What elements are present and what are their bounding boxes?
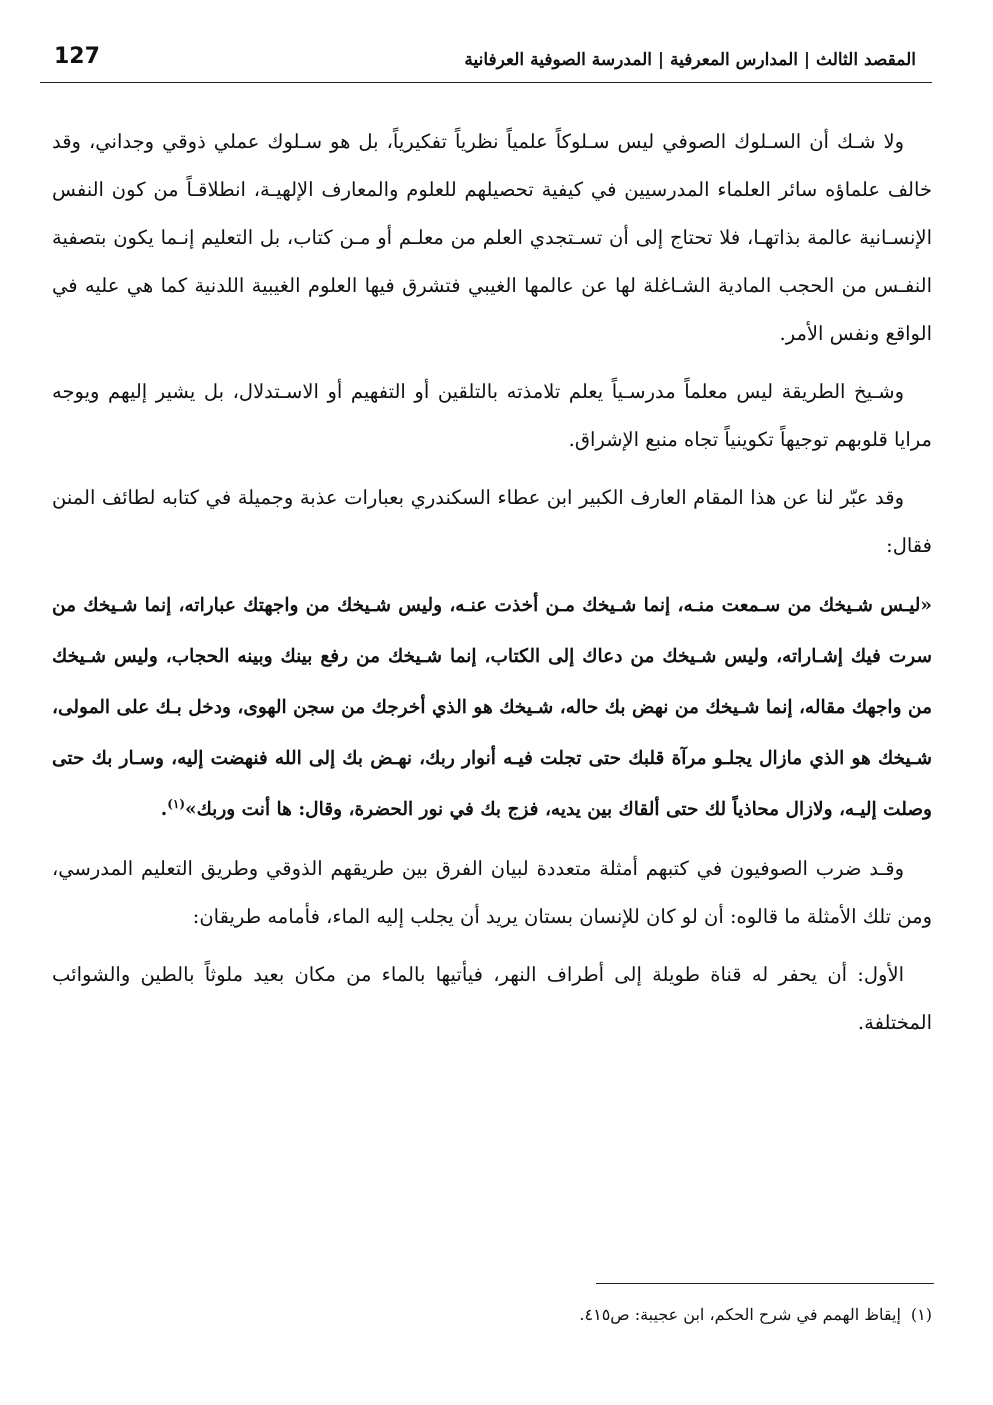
paragraph: وقد عبّر لنا عن هذا المقام العارف الكبير ابن عطاء السكندري بعبارات عذبة وجميلة في كتابه لطائف المنن فقال:	[52, 486, 932, 557]
footnote	[420, 1300, 932, 1330]
quotation-text: «ليـس شـيخك من سـمعت منـه، إنما شـيخك مـن أخذت عنـه، وليس شـيخك من واجهتك عباراته، إنما شـيخك من سرت فيك إشـاراته، وليس شـيخك من دعاك إلى الكتاب، إنما شـيخك من رفع بينك وبينه الحجاب، وليس شـيخك من واجهك مقاله، إنما شـيخك من نهض بك حاله، شـيخك هو الذي أخرجك من سجن الهوى، ودخل بـك على المولى، شـيخك هو الذي مازال يجلـو مرآة قلبك حتى تجلت فيـه أنوار ربك، نهـض بك إلى الله فنهضت إليه، وسـار بك حتى وصلت إليـه، ولازال محاذياً لك حتى ألقاك بين يديه، فزج بك في نور الحضرة، وقال: ها أنت وربك»	[52, 595, 932, 820]
quotation	[52, 580, 932, 835]
main-text	[52, 118, 932, 1057]
paragraph: وشـيخ الطريقة ليس معلماً مدرسـياً يعلم تلامذته بالتلقين أو التفهيم أو الاسـتدلال، بل يشير إليهم ويوجه مرايا قلوبهم توجيهاً تكوينياً تجاه منبع الإشراق.	[52, 380, 932, 451]
footnote-number: (١)	[910, 1305, 932, 1324]
paragraph: الأول: أن يحفر له قناة طويلة إلى أطراف النهر، فيأتيها بالماء من مكان بعيد ملوثاً بالطين والشوائب المختلفة.	[52, 963, 932, 1034]
quotation-end: .	[160, 799, 168, 820]
running-head: المقصد الثالث | المدارس المعرفية | المدرسة الصوفية العرفانية	[464, 50, 916, 70]
footnote-text: إيقاظ الهمم في شرح الحكم، ابن عجيبة: ص٤١٥.	[579, 1305, 901, 1324]
page-header	[40, 38, 932, 83]
page-number: 127	[54, 44, 100, 69]
footnote-divider	[596, 1283, 934, 1284]
paragraph: ولا شـك أن السـلوك الصوفي ليس سـلوكاً علمياً نظرياً تفكيرياً، بل هو سـلوك عملي ذوقي وجداني، وقد خالف علماؤه سائر العلماء المدرسيين في كيفية تحصيلهم للعلوم والمعارف الإلهيـة، انطلاقـاً من كون النفس الإنسـانية عالمة بذاتهـا، فلا تحتاج إلى أن تسـتجدي العلم من معلـم أو مـن كتاب، بل التعليم إنـما يكون بتصفية النفـس من الحجب المادية الشـاغلة لها عن عالمها الغيبي فتشرق فيها العلوم الغيبية اللدنية كما هي عليه في الواقع ونفس الأمر.	[52, 130, 932, 345]
paragraph: وقـد ضرب الصوفيون في كتبهم أمثلة متعددة لبيان الفرق بين طريقهم الذوقي وطريق التعليم المدرسي، ومن تلك الأمثلة ما قالوه: أن لو كان للإنسان بستان يريد أن يجلب إليه الماء، فأمامه طريقان:	[52, 857, 932, 928]
footnote-reference[interactable]: (١)	[167, 796, 186, 811]
